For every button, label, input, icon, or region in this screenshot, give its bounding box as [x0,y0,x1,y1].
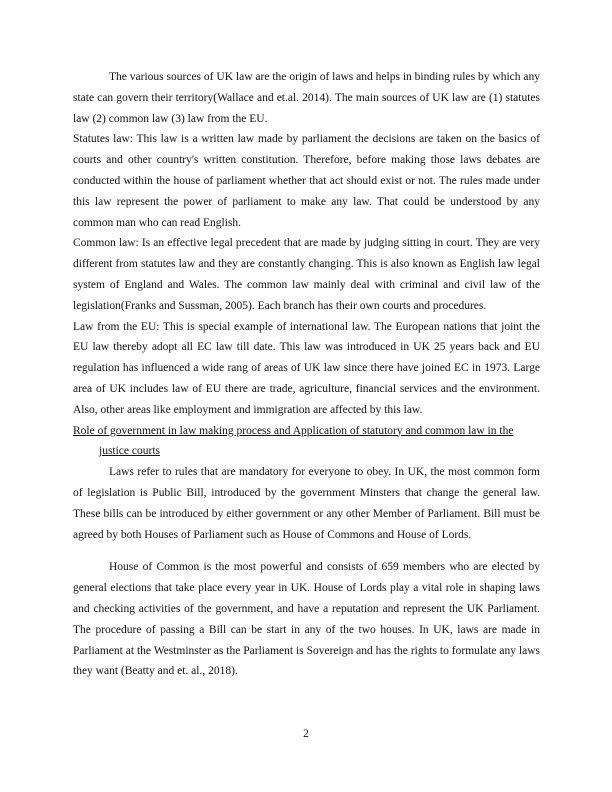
public-bill-paragraph: Laws refer to rules that are mandatory for everyone to obey. In UK, the most common form of legislation is Public Bill, introduced by the government Minsters that change the general law. These bills can be introduced by either government or any other Member of Parliament. Bill must be agreed by both Houses of Parliament such as House of Commons and House of Lords. [73,466,540,541]
house-of-commons-paragraph: House of Common is the most powerful and consists of 659 members who are elected by general elections that take place every year in UK. House of Lords play a vital role in shaping laws and checking activities of the government, and have a reputation and represent the UK Parliament. The procedure of passing a Bill can be start in any of the two houses. In UK, laws are made in Parliament at the Westminster as the Parliament is Sovereign and has the rights to formulate any laws they want (Beatty and et. al., 2018). [73,561,540,678]
intro-paragraph: The various sources of UK law are the origin of laws and helps in binding rules by which any state can govern their territory(Wallace and et.al. 2014). The main sources of UK law are (1) statutes law (2) common law (3) law from the EU. [73,71,540,125]
page-body [73,67,540,682]
eu-law-paragraph: Law from the EU: This is special example of international law. The European nations that joint the EU law thereby adopt all EC law till date. This law was introduced in UK 25 years back and EU regulation has influenced a wide rang of areas of UK law since there have joined EC in 1973. Large area of UK includes law of EU there are trade, agriculture, financial services and the environment. Also, other areas like employment and immigration are affected by this law. [73,320,540,416]
page-number: 2 [303,728,309,740]
statutes-law-paragraph: Statutes law: This law is a written law made by parliament the decisions are taken on the basics of courts and other country's written constitution. Therefore, before making those laws debates are conducted within the house of parliament whether that act should exist or not. The rules made under this law represent the power of parliament to make any law. That could be understood by any common man who can read English. [73,133,540,229]
paragraph-spacer [73,545,540,557]
section-heading: Role of government in law making process and Application of statutory and common law in the justice courts [73,424,514,458]
common-law-paragraph: Common law: Is an effective legal precedent that are made by judging sitting in court. They are very different from statutes law and they are constantly changing. This is also known as English law legal system of England and Wales. The common law mainly deal with criminal and civil law of the legislation(Franks and Sussman, 2005). Each branch has their own courts and procedures. [73,237,540,312]
